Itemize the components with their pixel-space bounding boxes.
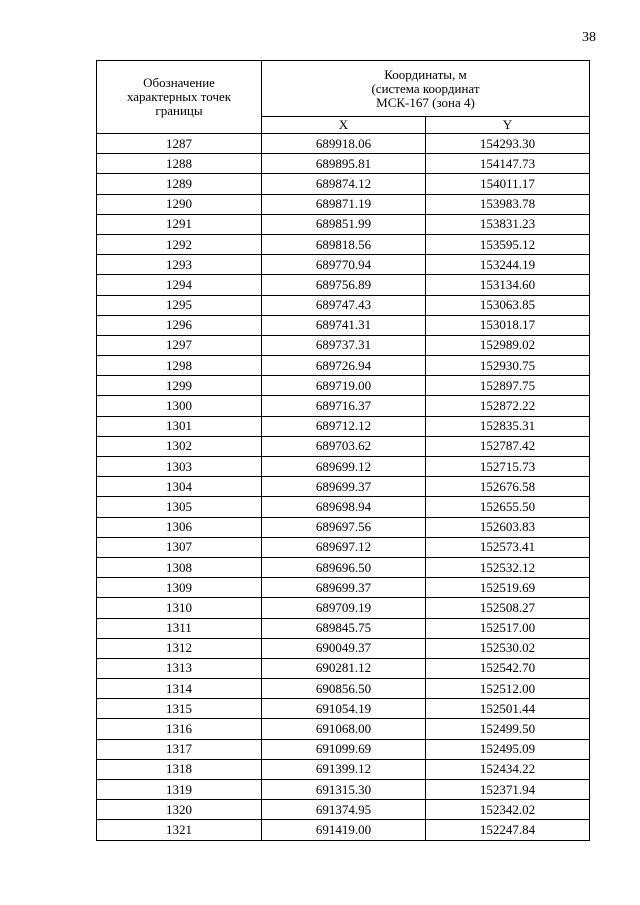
y-coordinate-cell: 152676.58	[426, 477, 590, 497]
x-coordinate-cell: 689697.56	[262, 517, 426, 537]
table-row	[97, 618, 590, 638]
x-coordinate-cell: 689756.89	[262, 275, 426, 295]
point-id-cell: 1304	[97, 477, 262, 497]
table-header-row	[97, 61, 590, 117]
x-coordinate-cell: 689712.12	[262, 416, 426, 436]
x-coordinate-cell: 691315.30	[262, 780, 426, 800]
y-coordinate-cell: 152519.69	[426, 578, 590, 598]
table-row	[97, 154, 590, 174]
y-coordinate-cell: 152342.02	[426, 800, 590, 820]
point-id-cell: 1292	[97, 234, 262, 254]
point-id-cell: 1318	[97, 759, 262, 779]
point-id-cell: 1320	[97, 800, 262, 820]
point-id-cell: 1316	[97, 719, 262, 739]
point-id-cell: 1319	[97, 780, 262, 800]
table-row	[97, 638, 590, 658]
table-row	[97, 255, 590, 275]
x-coordinate-cell: 689747.43	[262, 295, 426, 315]
point-id-cell: 1300	[97, 396, 262, 416]
table-row	[97, 234, 590, 254]
table-row	[97, 658, 590, 678]
y-coordinate-cell: 154011.17	[426, 174, 590, 194]
coordinates-header	[262, 61, 590, 117]
page-number: 38	[582, 30, 596, 45]
point-id-cell: 1288	[97, 154, 262, 174]
table-row	[97, 335, 590, 355]
point-header-line: границы	[155, 103, 203, 118]
x-coordinate-cell: 689719.00	[262, 376, 426, 396]
x-coordinate-cell: 689699.37	[262, 578, 426, 598]
x-coordinate-cell: 689741.31	[262, 315, 426, 335]
x-coordinate-cell: 689845.75	[262, 618, 426, 638]
point-header-line: Обозначение	[143, 75, 215, 90]
coordinates-table	[96, 60, 590, 841]
x-coordinate-cell: 689918.06	[262, 134, 426, 154]
x-coordinate-cell: 689895.81	[262, 154, 426, 174]
point-id-cell: 1306	[97, 517, 262, 537]
point-id-cell: 1312	[97, 638, 262, 658]
table-row	[97, 759, 590, 779]
table-row	[97, 497, 590, 517]
point-id-cell: 1289	[97, 174, 262, 194]
table-row	[97, 598, 590, 618]
point-id-cell: 1309	[97, 578, 262, 598]
table-row	[97, 477, 590, 497]
y-column-header: Y	[426, 117, 590, 134]
y-coordinate-cell: 153831.23	[426, 214, 590, 234]
x-coordinate-cell: 691099.69	[262, 739, 426, 759]
y-coordinate-cell: 152787.42	[426, 436, 590, 456]
y-coordinate-cell: 152930.75	[426, 356, 590, 376]
y-coordinate-cell: 153018.17	[426, 315, 590, 335]
y-coordinate-cell: 154147.73	[426, 154, 590, 174]
point-id-cell: 1294	[97, 275, 262, 295]
y-coordinate-cell: 152530.02	[426, 638, 590, 658]
y-coordinate-cell: 152897.75	[426, 376, 590, 396]
point-designation-header	[97, 61, 262, 134]
y-coordinate-cell: 153063.85	[426, 295, 590, 315]
table-row	[97, 315, 590, 335]
y-coordinate-cell: 153244.19	[426, 255, 590, 275]
point-id-cell: 1298	[97, 356, 262, 376]
x-coordinate-cell: 689698.94	[262, 497, 426, 517]
y-coordinate-cell: 152655.50	[426, 497, 590, 517]
table-row	[97, 820, 590, 840]
y-coordinate-cell: 152835.31	[426, 416, 590, 436]
table-row	[97, 436, 590, 456]
point-id-cell: 1313	[97, 658, 262, 678]
x-coordinate-cell: 689818.56	[262, 234, 426, 254]
y-coordinate-cell: 152501.44	[426, 699, 590, 719]
table-row	[97, 517, 590, 537]
table-row	[97, 396, 590, 416]
table-row	[97, 780, 590, 800]
table-row	[97, 295, 590, 315]
y-coordinate-cell: 152512.00	[426, 679, 590, 699]
point-id-cell: 1305	[97, 497, 262, 517]
table-row	[97, 356, 590, 376]
point-id-cell: 1290	[97, 194, 262, 214]
point-header-line: характерных точек	[126, 89, 232, 104]
point-id-cell: 1287	[97, 134, 262, 154]
coords-header-line: МСК-167 (зона 4)	[376, 94, 475, 110]
x-coordinate-cell: 691054.19	[262, 699, 426, 719]
x-coordinate-cell: 689716.37	[262, 396, 426, 416]
x-coordinate-cell: 691068.00	[262, 719, 426, 739]
table-row	[97, 376, 590, 396]
point-id-cell: 1295	[97, 295, 262, 315]
x-coordinate-cell: 689851.99	[262, 214, 426, 234]
y-coordinate-cell: 152603.83	[426, 517, 590, 537]
x-coordinate-cell: 690281.12	[262, 658, 426, 678]
x-coordinate-cell: 689726.94	[262, 356, 426, 376]
point-id-cell: 1299	[97, 376, 262, 396]
y-coordinate-cell: 153983.78	[426, 194, 590, 214]
x-coordinate-cell: 691374.95	[262, 800, 426, 820]
table-row	[97, 537, 590, 557]
x-coordinate-cell: 689874.12	[262, 174, 426, 194]
y-coordinate-cell: 152495.09	[426, 739, 590, 759]
y-coordinate-cell: 152508.27	[426, 598, 590, 618]
point-id-cell: 1303	[97, 457, 262, 477]
coords-header-line: Координаты, м	[384, 66, 467, 82]
point-id-cell: 1296	[97, 315, 262, 335]
x-column-header: X	[262, 117, 426, 134]
x-coordinate-cell: 691419.00	[262, 820, 426, 840]
table-row	[97, 416, 590, 436]
x-coordinate-cell: 689871.19	[262, 194, 426, 214]
table-row	[97, 739, 590, 759]
y-coordinate-cell: 154293.30	[426, 134, 590, 154]
table-row	[97, 719, 590, 739]
coords-header-line: (система координат	[371, 80, 480, 96]
point-id-cell: 1297	[97, 335, 262, 355]
y-coordinate-cell: 153595.12	[426, 234, 590, 254]
table-header	[97, 61, 590, 134]
x-coordinate-cell: 691399.12	[262, 759, 426, 779]
point-id-cell: 1310	[97, 598, 262, 618]
y-coordinate-cell: 152872.22	[426, 396, 590, 416]
table-row	[97, 174, 590, 194]
x-coordinate-cell: 689699.12	[262, 457, 426, 477]
y-coordinate-cell: 152532.12	[426, 557, 590, 577]
x-coordinate-cell: 689696.50	[262, 557, 426, 577]
x-coordinate-cell: 689703.62	[262, 436, 426, 456]
table-row	[97, 134, 590, 154]
x-coordinate-cell: 689697.12	[262, 537, 426, 557]
point-id-cell: 1321	[97, 820, 262, 840]
x-coordinate-cell: 690049.37	[262, 638, 426, 658]
point-id-cell: 1308	[97, 557, 262, 577]
point-id-cell: 1291	[97, 214, 262, 234]
table-row	[97, 699, 590, 719]
y-coordinate-cell: 152989.02	[426, 335, 590, 355]
table-row	[97, 194, 590, 214]
point-id-cell: 1302	[97, 436, 262, 456]
x-coordinate-cell: 689709.19	[262, 598, 426, 618]
x-coordinate-cell: 689770.94	[262, 255, 426, 275]
point-id-cell: 1314	[97, 679, 262, 699]
table-row	[97, 275, 590, 295]
table-row	[97, 679, 590, 699]
table-body	[97, 134, 590, 841]
point-id-cell: 1301	[97, 416, 262, 436]
y-coordinate-cell: 152371.94	[426, 780, 590, 800]
table-row	[97, 557, 590, 577]
y-coordinate-cell: 152247.84	[426, 820, 590, 840]
point-id-cell: 1293	[97, 255, 262, 275]
table-row	[97, 214, 590, 234]
table-row	[97, 578, 590, 598]
table-row	[97, 457, 590, 477]
point-id-cell: 1307	[97, 537, 262, 557]
y-coordinate-cell: 152715.73	[426, 457, 590, 477]
point-id-cell: 1315	[97, 699, 262, 719]
y-coordinate-cell: 152434.22	[426, 759, 590, 779]
y-coordinate-cell: 152573.41	[426, 537, 590, 557]
y-coordinate-cell: 152542.70	[426, 658, 590, 678]
x-coordinate-cell: 690856.50	[262, 679, 426, 699]
table-row	[97, 800, 590, 820]
point-id-cell: 1311	[97, 618, 262, 638]
point-id-cell: 1317	[97, 739, 262, 759]
y-coordinate-cell: 152499.50	[426, 719, 590, 739]
y-coordinate-cell: 153134.60	[426, 275, 590, 295]
x-coordinate-cell: 689699.37	[262, 477, 426, 497]
y-coordinate-cell: 152517.00	[426, 618, 590, 638]
x-coordinate-cell: 689737.31	[262, 335, 426, 355]
